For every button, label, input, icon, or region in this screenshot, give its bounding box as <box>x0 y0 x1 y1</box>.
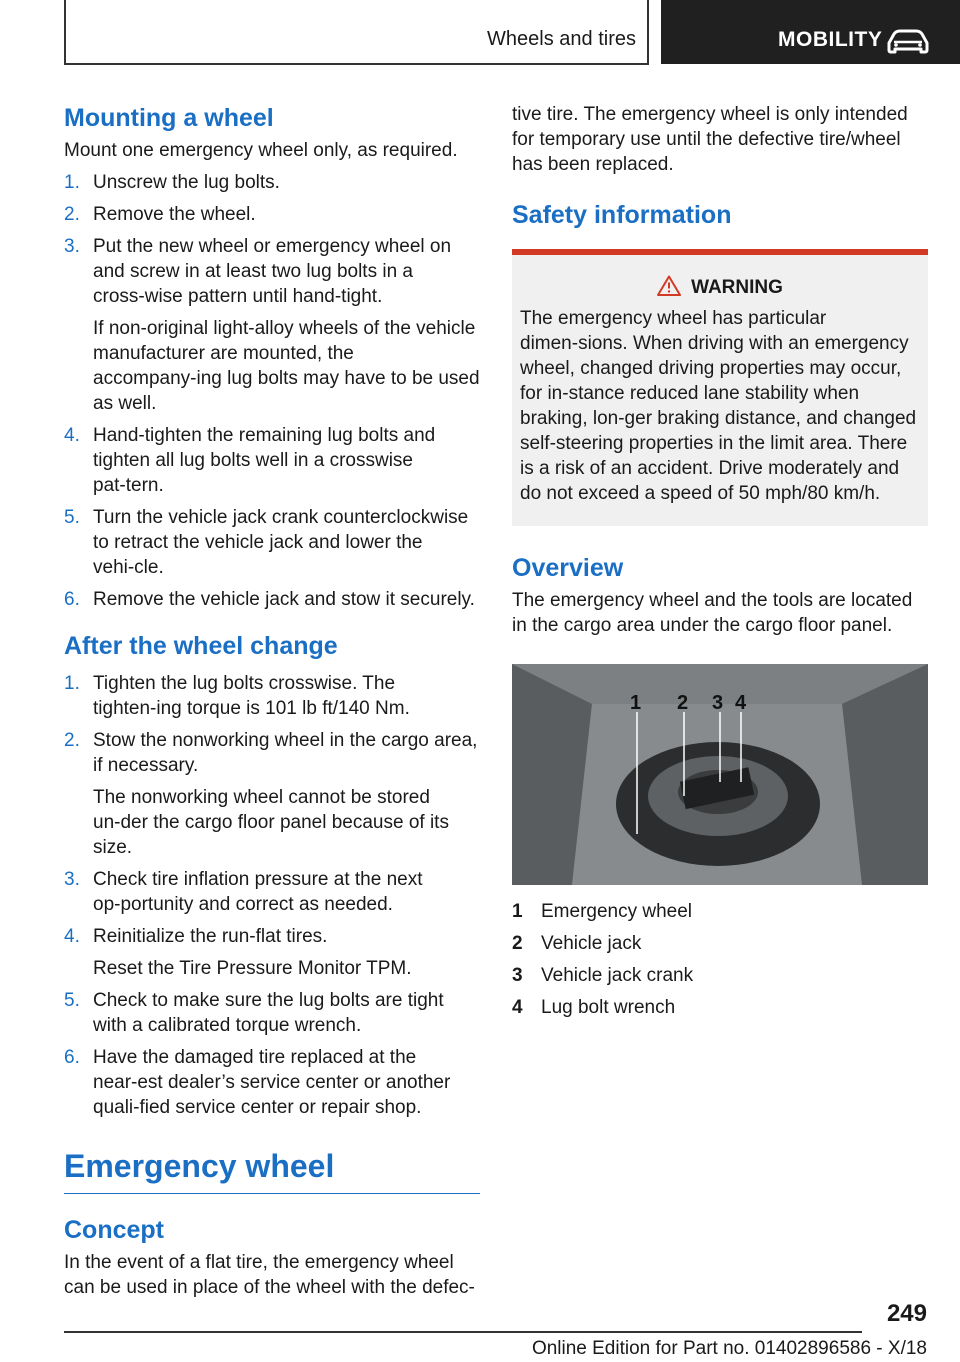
list-item-number: 3. <box>64 235 80 257</box>
list-item-text: Check tire inflation pressure at the next op‑portunity and correct as needed. <box>93 868 423 915</box>
header-rule-bottom <box>64 63 649 65</box>
list-item-text: Check to make sure the lug bolts are tight with a calibrated torque wrench. <box>93 989 444 1036</box>
overview-title: Overview <box>512 553 624 582</box>
mounting-title: Mounting a wheel <box>64 104 274 132</box>
overview-section <box>512 552 928 638</box>
header-chapter-tab <box>661 0 960 64</box>
list-item-note: If non‑original light‑alloy wheels of the vehicle manufacturer are mounted, the accompany‑ing lug bolts may have to be used as well. <box>93 317 480 414</box>
list-item <box>64 423 480 498</box>
list-item-number: 4. <box>64 925 80 947</box>
concept-text: In the event of a flat tire, the emergency wheel can be used in place of the wheel with the defec‑ <box>64 1251 475 1298</box>
list-item <box>64 988 480 1038</box>
legend-row <box>512 960 928 992</box>
legend-number: 3 <box>512 964 523 986</box>
header-chapter-label: MOBILITY <box>778 28 883 51</box>
list-item <box>64 170 480 195</box>
overview-text: The emergency wheel and the tools are located in the cargo area under the cargo floor panel. <box>512 589 913 636</box>
list-item-note: Reset the Tire Pressure Monitor TPM. <box>93 957 412 979</box>
legend-label: Vehicle jack <box>541 932 642 954</box>
list-item <box>64 587 480 612</box>
list-item-number: 2. <box>64 729 80 751</box>
legend-number: 4 <box>512 996 523 1018</box>
after-change-title: After the wheel change <box>64 631 338 660</box>
list-item-number: 3. <box>64 868 80 890</box>
list-item <box>64 234 480 416</box>
legend-label: Vehicle jack crank <box>541 964 694 986</box>
figure-callout-1: 1 <box>630 691 642 714</box>
left-column <box>64 100 480 1300</box>
after-change-steps <box>64 671 480 1120</box>
legend-row <box>512 928 928 960</box>
figure-legend <box>512 896 928 1024</box>
list-item <box>64 924 480 981</box>
list-item <box>64 505 480 580</box>
after-change-section <box>64 630 480 1120</box>
page-number: 249 <box>886 1300 927 1327</box>
legend-row <box>512 992 928 1024</box>
concept-title: Concept <box>64 1216 164 1245</box>
legend-label: Emergency wheel <box>541 900 693 922</box>
warning-text: The emergency wheel has particular dimen‑sions. When driving with an emergency wheel, changed driving properties may occur, for in‑stance reduced lane stability when braking, lon‑ger braking distance, and changed self‑steering properties in the limit area. There is a risk of an accident. Drive moderately and do not exceed a speed of 50 mph/80 km/h. <box>520 307 917 504</box>
list-item-text: Reinitialize the run‑flat tires. <box>93 925 328 947</box>
list-item-number: 1. <box>64 171 80 193</box>
list-item-number: 1. <box>64 672 80 694</box>
emergency-wheel-title: Emergency wheel <box>64 1147 335 1184</box>
list-item <box>64 202 480 227</box>
list-item-text: Put the new wheel or emergency wheel on and screw in at least two lug bolts in a cross‑wise pattern until hand‑tight. <box>93 235 452 307</box>
right-column <box>512 100 928 1024</box>
list-item-number: 4. <box>64 424 80 446</box>
header-rule-left <box>64 0 66 64</box>
list-item <box>64 671 480 721</box>
list-item-text: Turn the vehicle jack crank counterclockwise to retract the vehicle jack and lower the vehi‑cle. <box>93 506 469 578</box>
figure-callout-2: 2 <box>677 691 689 714</box>
warning-label: WARNING <box>691 276 783 298</box>
mounting-section <box>64 102 480 612</box>
list-item <box>64 1045 480 1120</box>
list-item-number: 5. <box>64 506 80 528</box>
list-item-text: Stow the nonworking wheel in the cargo area, if necessary. <box>93 729 478 776</box>
warning-triangle-icon <box>657 275 681 296</box>
list-item-text: Have the damaged tire replaced at the near‑est dealer’s service center or another quali‑fied service center or repair shop. <box>93 1046 451 1118</box>
legend-number: 1 <box>512 900 523 922</box>
safety-title: Safety information <box>512 201 732 229</box>
legend-row <box>512 896 928 928</box>
warning-box <box>512 249 928 526</box>
mounting-intro: Mount one emergency wheel only, as required. <box>64 139 458 161</box>
list-item-text: Unscrew the lug bolts. <box>93 171 280 193</box>
car-icon <box>885 29 931 55</box>
cargo-area-figure <box>512 664 928 885</box>
list-item-number: 2. <box>64 203 80 225</box>
list-item-number: 6. <box>64 1046 80 1068</box>
list-item <box>64 867 480 917</box>
figure-callout-3: 3 <box>712 691 724 714</box>
emergency-wheel-heading <box>64 1146 480 1195</box>
figure-callout-4: 4 <box>735 691 747 714</box>
cargo-area-illustration <box>512 664 928 885</box>
list-item-number: 5. <box>64 989 80 1011</box>
concept-section <box>64 1214 480 1300</box>
footer-edition: Online Edition for Part no. 01402896586 - X/18 <box>531 1338 927 1359</box>
header-rule-mid <box>647 0 649 64</box>
continued-text: tive tire. The emergency wheel is only intended for temporary use until the defective tire/wheel has been replaced. <box>512 104 908 175</box>
list-item-text: Tighten the lug bolts crosswise. The tighten‑ing torque is 101 lb ft/140 Nm. <box>93 672 410 719</box>
header-section-title: Wheels and tires <box>487 28 636 50</box>
list-item <box>64 728 480 860</box>
list-item-text: Remove the wheel. <box>93 203 256 225</box>
mounting-steps <box>64 170 480 612</box>
legend-label: Lug bolt wrench <box>541 996 676 1018</box>
list-item-text: Hand‑tighten the remaining lug bolts and tighten all lug bolts well in a crosswise pat‑tern. <box>93 424 436 496</box>
list-item-number: 6. <box>64 588 80 610</box>
list-item-note: The nonworking wheel cannot be stored un‑der the cargo floor panel because of its size. <box>93 786 449 858</box>
legend-number: 2 <box>512 932 523 954</box>
warning-header <box>520 275 920 300</box>
footer-rule <box>64 1331 862 1333</box>
list-item-text: Remove the vehicle jack and stow it securely. <box>93 588 475 610</box>
